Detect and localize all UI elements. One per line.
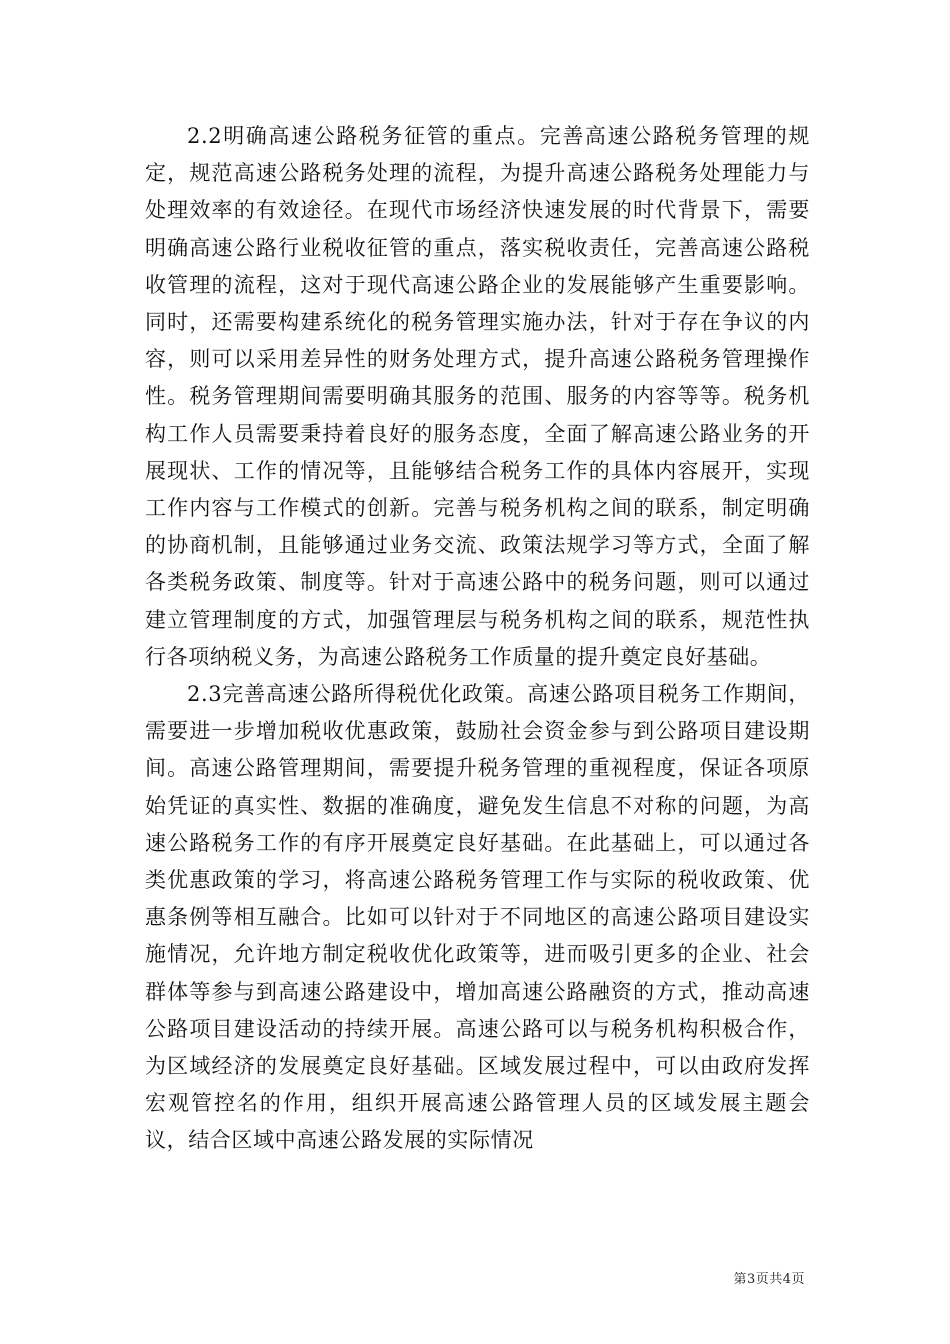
page-number-footer: 第3页共4页 (733, 1272, 805, 1287)
paragraph-2-2: 2.2明确高速公路税务征管的重点。完善高速公路税务管理的规定，规范高速公路税务处理的流程，为提升高速公路税务处理能力与处理效率的有效途径。在现代市场经济快速发展的时代背景下，需要明确高速公路行业税收征管的重点，落实税收责任，完善高速公路税收管理的流程，这对于现代高速公路企业的发展能够产生重要影响。同时，还需要构建系统化的税务管理实施办法，针对于存在争议的内容，则可以采用差异性的财务处理方式，提升高速公路税务管理操作性。税务管理期间需要明确其服务的范围、服务的内容等等。税务机构工作人员需要秉持着良好的服务态度，全面了解高速公路业务的开展现状、工作的情况等，且能够结合税务工作的具体内容展开，实现工作内容与工作模式的创新。完善与税务机构之间的联系，制定明确的协商机制，且能够通过业务交流、政策法规学习等方式，全面了解各类税务政策、制度等。针对于高速公路中的税务问题，则可以通过建立管理制度的方式，加强管理层与税务机构之间的联系，规范性执行各项纳税义务，为高速公路税务工作质量的提升奠定良好基础。 (145, 124, 810, 669)
body-text (145, 118, 810, 1160)
paragraph-2-3: 2.3完善高速公路所得税优化政策。高速公路项目税务工作期间，需要进一步增加税收优惠政策，鼓励社会资金参与到公路项目建设期间。高速公路管理期间，需要提升税务管理的重视程度，保证各项原始凭证的真实性、数据的准确度，避免发生信息不对称的问题，为高速公路税务工作的有序开展奠定良好基础。在此基础上，可以通过各类优惠政策的学习，将高速公路税务管理工作与实际的税收政策、优惠条例等相互融合。比如可以针对于不同地区的高速公路项目建设实施情况，允许地方制定税收优化政策等，进而吸引更多的企业、社会群体等参与到高速公路建设中，增加高速公路融资的方式，推动高速公路项目建设活动的持续开展。高速公路可以与税务机构积极合作，为区域经济的发展奠定良好基础。区域发展过程中，可以由政府发挥宏观管控名的作用，组织开展高速公路管理人员的区域发展主题会议，结合区域中高速公路发展的实际情况 (145, 682, 810, 1153)
